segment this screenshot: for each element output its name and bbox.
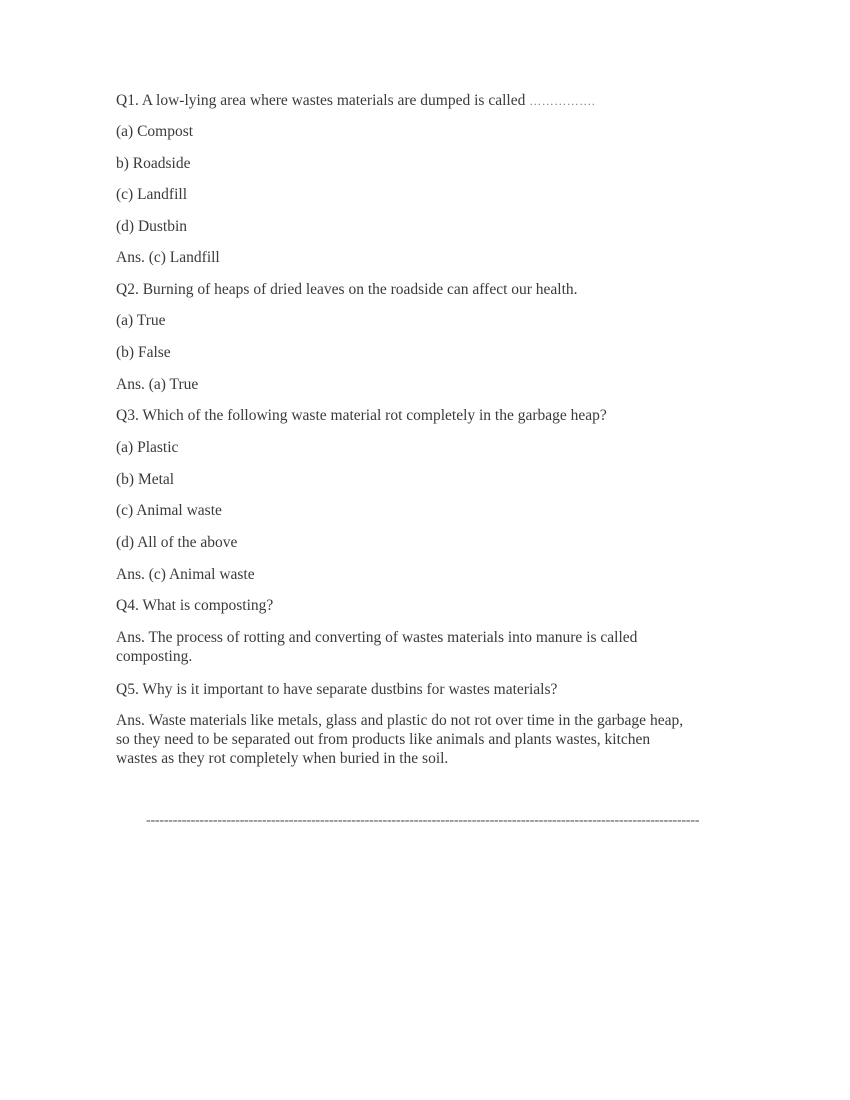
option: (b) Metal [116,471,175,488]
answer [116,711,683,768]
option: (a) Plastic [116,439,179,456]
answer-line: Ans. Waste materials like metals, glass and plastic do not rot over time in the garbage heap, [116,712,684,729]
answer-line: so they need to be separated out from products like animals and plants wastes, kitchen [116,731,651,748]
option: (a) True [116,312,166,329]
answer: Ans. (a) True [116,376,199,393]
option: b) Roadside [116,155,191,172]
question-1 [116,91,595,111]
answer-line: composting. [116,648,193,665]
dashed-divider: ---------------------------------------------------------------------------------------------------------------------------- [146,813,699,828]
question-2: Q2. Burning of heaps of dried leaves on the roadside can affect our health. [116,281,578,298]
option: (d) Dustbin [116,218,188,235]
option: (b) False [116,344,171,361]
question-text: Q1. A low-lying area where wastes materials are dumped is called [116,92,526,109]
option: (c) Landfill [116,186,188,203]
question-4: Q4. What is composting? [116,597,274,614]
option: (a) Compost [116,123,194,140]
question-3: Q3. Which of the following waste material rot completely in the garbage heap? [116,407,607,424]
answer: Ans. (c) Animal waste [116,566,255,583]
option: (d) All of the above [116,534,238,551]
answer-line: Ans. The process of rotting and converting of wastes materials into manure is called [116,629,638,646]
question-5: Q5. Why is it important to have separate dustbins for wastes materials? [116,681,558,698]
answer-line: wastes as they rot completely when buried in the soil. [116,750,449,767]
answer-blank: ……………. [529,94,596,108]
answer [116,628,637,666]
answer: Ans. (c) Landfill [116,249,220,266]
option: (c) Animal waste [116,502,222,519]
